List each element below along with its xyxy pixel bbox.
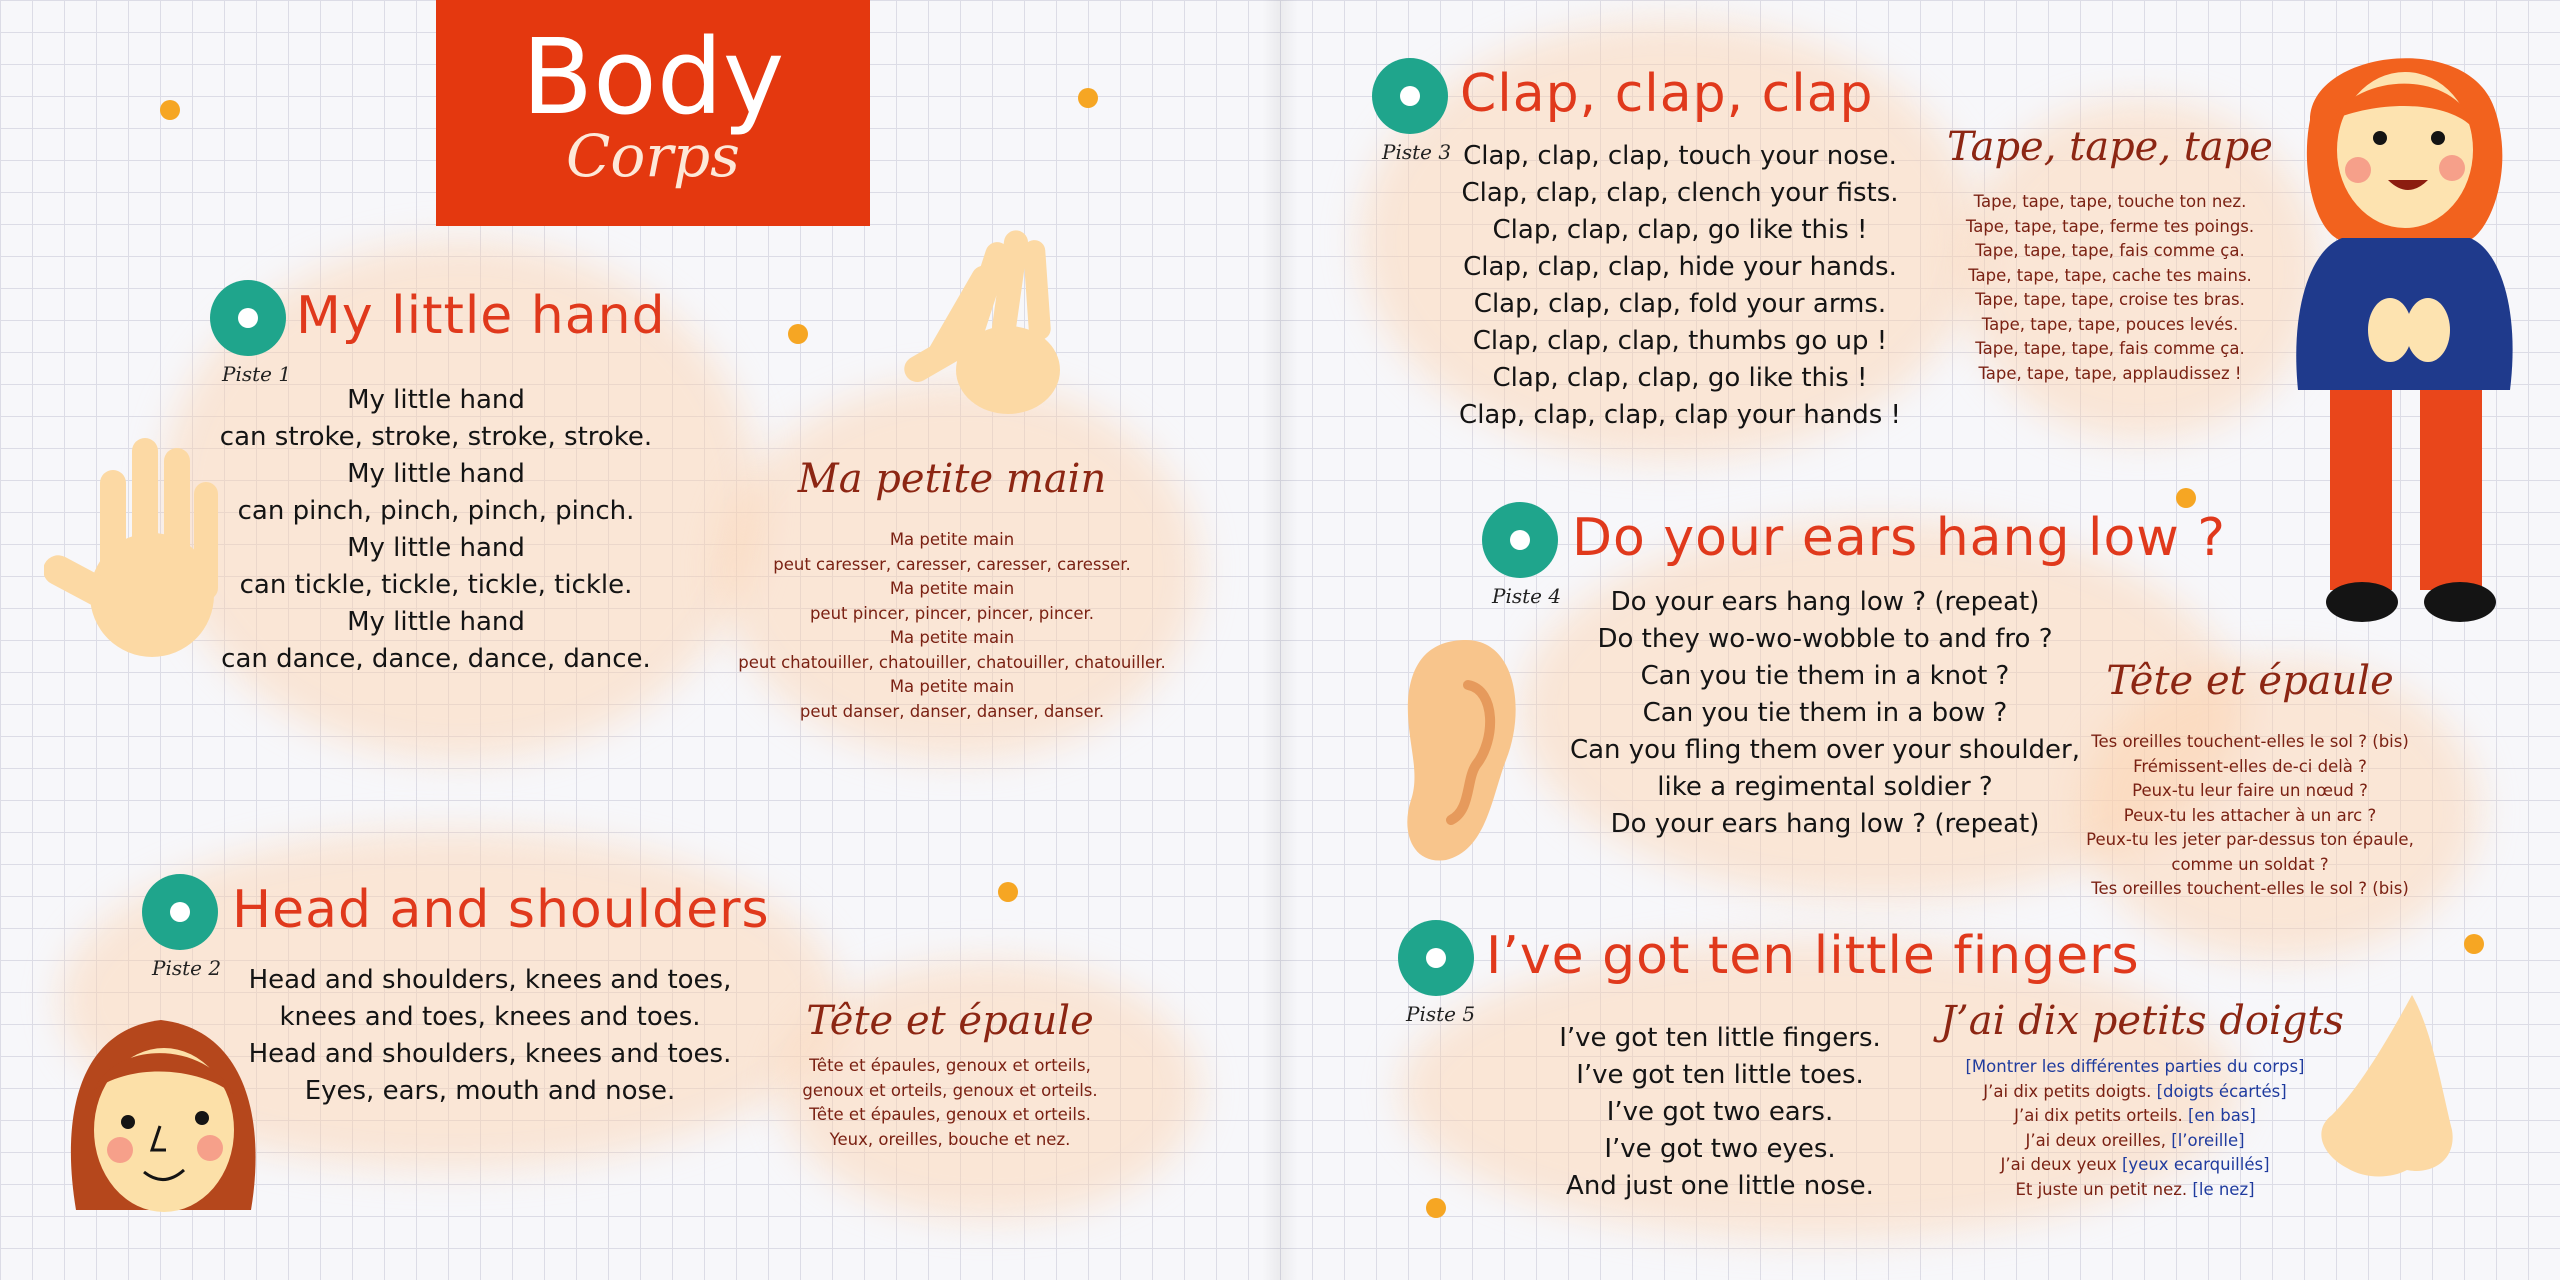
french-line: J’ai dix petits orteils. [en bas]: [2014, 1106, 2256, 1125]
lyric-line: Can you fling them over your shoulder,: [1569, 735, 2081, 765]
french-line: peut chatouiller, chatouiller, chatouiller, chatouiller.: [738, 652, 1166, 672]
track-disc-icon[interactable]: [210, 280, 286, 356]
french-line: peut pincer, pincer, pincer, pincer.: [809, 603, 1095, 623]
gesture-hint: [le nez]: [2192, 1179, 2255, 1199]
french-line: Tape, tape, tape, fais comme ça.: [1975, 339, 2245, 358]
lyric-line: Do your ears hang low ? (repeat): [1610, 809, 2040, 839]
lyric-line: Can you tie them in a knot ?: [1640, 661, 2010, 691]
lyric-line: Clap, clap, clap, go like this !: [1492, 363, 1868, 393]
french-line: peut caresser, caresser, caresser, caresser.: [773, 554, 1131, 574]
french-line: J’ai deux oreilles, [l’oreille]: [2025, 1130, 2245, 1150]
lyric-line: can dance, dance, dance, dance.: [221, 644, 651, 674]
french-line: Tes oreilles touchent-elles le sol ? (bis): [2091, 879, 2409, 898]
french-line: Peux-tu les jeter par-dessus ton épaule,: [2086, 830, 2414, 849]
french-title: Tête et épaule: [806, 998, 1094, 1044]
french-line: Ma petite main: [889, 579, 1015, 598]
song-lyrics: [1440, 138, 1920, 434]
lyric-line: Clap, clap, clap, hide your hands.: [1463, 252, 1897, 282]
decor-dot: [788, 324, 808, 344]
lyric-line: My little hand: [347, 459, 525, 489]
french-title: Ma petite main: [797, 456, 1107, 502]
french-title: J’ai dix petits doigts: [1940, 998, 2344, 1044]
french-lyrics: [790, 1054, 1110, 1152]
track-number: Piste 3: [1382, 140, 1452, 164]
lyric-line: Do they wo-wo-wobble to and fro ?: [1597, 624, 2053, 654]
lyric-line: Head and shoulders, knees and toes,: [248, 965, 732, 995]
french-line: Tape, tape, tape, touche ton nez.: [1973, 192, 2247, 211]
lyric-line: I’ve got two ears.: [1606, 1097, 1834, 1127]
french-line: Tape, tape, tape, cache tes mains.: [1968, 265, 2252, 285]
french-lyrics: [732, 528, 1172, 724]
french-hint: [Montrer les différentes parties du corps]: [1965, 1057, 2305, 1076]
french-lyrics: [1940, 1055, 2330, 1202]
lyric-line: can pinch, pinch, pinch, pinch.: [237, 496, 635, 526]
ear-illustration: [1396, 630, 1526, 870]
banner-title: Body: [521, 16, 785, 138]
french-line: peut danser, danser, danser, danser.: [799, 701, 1105, 721]
song-lyrics: [1550, 584, 2100, 843]
lyric-line: I’ve got ten little fingers.: [1559, 1023, 1881, 1053]
lyric-line: Clap, clap, clap, fold your arms.: [1473, 289, 1887, 319]
gesture-hint: [l’oreille]: [2171, 1130, 2245, 1150]
french-line: Peux-tu les attacher à un arc ?: [2123, 805, 2377, 825]
song-lyrics: [1510, 1020, 1930, 1205]
lyric-line: Can you tie them in a bow ?: [1642, 698, 2008, 728]
lyric-line: Do your ears hang low ? (repeat): [1610, 587, 2040, 617]
gesture-hint: [doigts écartés]: [2156, 1081, 2287, 1101]
french-line: Frémissent-elles de-ci delà ?: [2133, 756, 2367, 776]
child-clapping-illustration: [2270, 30, 2540, 650]
lyric-line: I’ve got ten little toes.: [1576, 1060, 1864, 1090]
track-number: Piste 4: [1492, 584, 1562, 608]
french-line: comme un soldat ?: [2171, 854, 2329, 874]
track-number: Piste 2: [152, 956, 222, 980]
french-line: Ma petite main: [889, 677, 1015, 696]
song-title: Do your ears hang low ?: [1572, 508, 2226, 568]
french-line: Tête et épaules, genoux et orteils.: [809, 1105, 1091, 1124]
lyric-line: can stroke, stroke, stroke, stroke.: [219, 422, 653, 452]
song-lyrics: [206, 382, 666, 678]
french-lyrics: [1950, 190, 2270, 386]
french-line: Tape, tape, tape, ferme tes poings.: [1965, 216, 2255, 236]
french-line: genoux et orteils, genoux et orteils.: [802, 1080, 1098, 1100]
lyric-line: I’ve got two eyes.: [1604, 1134, 1836, 1164]
banner-subtitle: Corps: [566, 122, 740, 190]
lyric-line: can tickle, tickle, tickle, tickle.: [239, 570, 633, 600]
track-number: Piste 5: [1406, 1002, 1476, 1026]
french-line: Tête et épaules, genoux et orteils,: [809, 1056, 1091, 1075]
song-title: I’ve got ten little fingers: [1486, 926, 2140, 986]
french-line: Peux-tu leur faire un nœud ?: [2132, 781, 2368, 800]
french-line: Tape, tape, tape, croise tes bras.: [1975, 290, 2245, 309]
decor-dot: [2176, 488, 2196, 508]
french-line: Ma petite main: [889, 530, 1015, 549]
song-lyrics: [230, 962, 750, 1110]
lyric-line: And just one little nose.: [1566, 1171, 1874, 1201]
reaching-hand-illustration: [890, 220, 1090, 420]
french-title: Tête et épaule: [2106, 658, 2394, 704]
french-line: J’ai deux yeux [yeux ecarquillés]: [2000, 1155, 2270, 1174]
lyric-line: My little hand: [347, 607, 525, 637]
section-banner: [436, 0, 870, 226]
track-number: Piste 1: [222, 362, 292, 386]
lyric-line: Clap, clap, clap, go like this !: [1492, 215, 1868, 245]
lyric-line: Clap, clap, clap, touch your nose.: [1463, 141, 1897, 171]
gesture-hint: [yeux ecarquillés]: [2122, 1155, 2270, 1174]
decor-dot: [998, 882, 1018, 902]
lyric-line: Clap, clap, clap, clench your fists.: [1461, 178, 1899, 208]
french-lyrics: [2080, 730, 2420, 902]
french-line: J’ai dix petits doigts. [doigts écartés]: [1983, 1081, 2287, 1101]
lyric-line: knees and toes, knees and toes.: [279, 1002, 701, 1032]
french-line: Et juste un petit nez. [le nez]: [2015, 1179, 2255, 1199]
song-title: Clap, clap, clap: [1460, 64, 1874, 124]
track-disc-icon[interactable]: [142, 874, 218, 950]
decor-dot: [1078, 88, 1098, 108]
track-disc-icon[interactable]: [1398, 920, 1474, 996]
french-line: Tape, tape, tape, fais comme ça.: [1975, 241, 2245, 260]
gesture-hint: [en bas]: [2187, 1106, 2256, 1125]
french-line: Tes oreilles touchent-elles le sol ? (bis): [2091, 732, 2409, 751]
song-title: Head and shoulders: [232, 880, 770, 940]
track-disc-icon[interactable]: [1482, 502, 1558, 578]
french-line: Tape, tape, tape, applaudissez !: [1978, 363, 2242, 383]
lyric-line: Head and shoulders, knees and toes.: [248, 1039, 732, 1069]
french-title: Tape, tape, tape: [1947, 124, 2273, 170]
french-line: Tape, tape, tape, pouces levés.: [1981, 314, 2239, 334]
lyric-line: like a regimental soldier ?: [1657, 772, 1993, 802]
track-disc-icon[interactable]: [1372, 58, 1448, 134]
decor-dot: [1426, 1198, 1446, 1218]
lyric-line: Eyes, ears, mouth and nose.: [304, 1076, 676, 1106]
lyric-line: My little hand: [347, 533, 525, 563]
french-line: Ma petite main: [889, 628, 1015, 647]
decor-dot: [160, 100, 180, 120]
song-title: My little hand: [296, 286, 666, 346]
lyric-line: Clap, clap, clap, clap your hands !: [1459, 400, 1901, 430]
page-gutter: [1262, 0, 1298, 1280]
lyric-line: Clap, clap, clap, thumbs go up !: [1472, 326, 1888, 356]
decor-dot: [2464, 934, 2484, 954]
lyric-line: My little hand: [347, 385, 525, 415]
french-line: Yeux, oreilles, bouche et nez.: [829, 1129, 1071, 1149]
